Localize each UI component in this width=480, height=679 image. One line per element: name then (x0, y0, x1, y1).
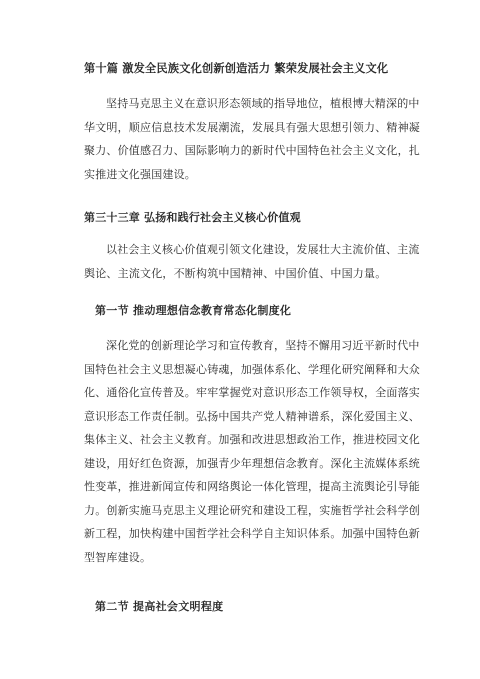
paragraph-line: 型智库建设。 (84, 550, 152, 564)
paragraph-line: 实推进文化强国建设。 (84, 167, 196, 181)
chapter-title: 第三十三章 弘扬和践行社会主义核心价值观 (84, 211, 301, 224)
paragraph-line: 新工程，加快构建中国哲学社会科学自主知识体系。加强中国特色新 (84, 527, 420, 540)
paragraph-line: 国特色社会主义思想凝心铸魂，加强体系化、学理化研究阐释和大众 (84, 362, 420, 376)
paragraph-line: 坚持马克思主义在意识形态领域的指导地位，植根博大精深的中 (106, 97, 420, 110)
paragraph-line: 力。创新实施马克思主义理论研究和建设工程，实施哲学社会科学创 (84, 503, 420, 517)
section-1-title: 第一节 推动理想信念教育常态化制度化 (95, 304, 292, 317)
section-1-paragraph (84, 334, 420, 569)
chapter-intro-paragraph (84, 238, 420, 285)
paragraph-line: 性变革，推进新闻宣传和网络舆论一体化管理，提高主流舆论引导能 (84, 480, 420, 493)
paragraph-line: 以社会主义核心价值观引领文化建设，发展壮大主流价值、主流 (106, 243, 420, 256)
paragraph-line: 深化党的创新理论学习和宣传教育，坚持不懈用习近平新时代中 (106, 339, 420, 352)
part-title: 第十篇 激发全民族文化创新创造活力 繁荣发展社会主义文化 (84, 62, 389, 75)
paragraph-line: 舆论、主流文化，不断构筑中国精神、中国价值、中国力量。 (84, 266, 387, 280)
paragraph-line: 意识形态工作责任制。弘扬中国共产党人精神谱系，深化爱国主义、 (84, 409, 420, 423)
paragraph-line: 聚力、价值感召力、国际影响力的新时代中国特色社会主义文化，扎 (84, 144, 420, 157)
part-intro-paragraph (84, 92, 420, 186)
paragraph-line: 化、通俗化宣传普及。牢牢掌握党对意识形态工作领导权，全面落实 (84, 386, 420, 399)
paragraph-line: 建设，用好红色资源，加强青少年理想信念教育。深化主流媒体系统 (84, 456, 420, 470)
section-2-title: 第二节 提高社会文明程度 (95, 600, 224, 613)
paragraph-line: 华文明，顺应信息技术发展潮流，发展具有强大思想引领力、精神凝 (84, 120, 420, 134)
paragraph-line: 集体主义、社会主义教育。加强和改进思想政治工作，推进校园文化 (84, 433, 420, 446)
